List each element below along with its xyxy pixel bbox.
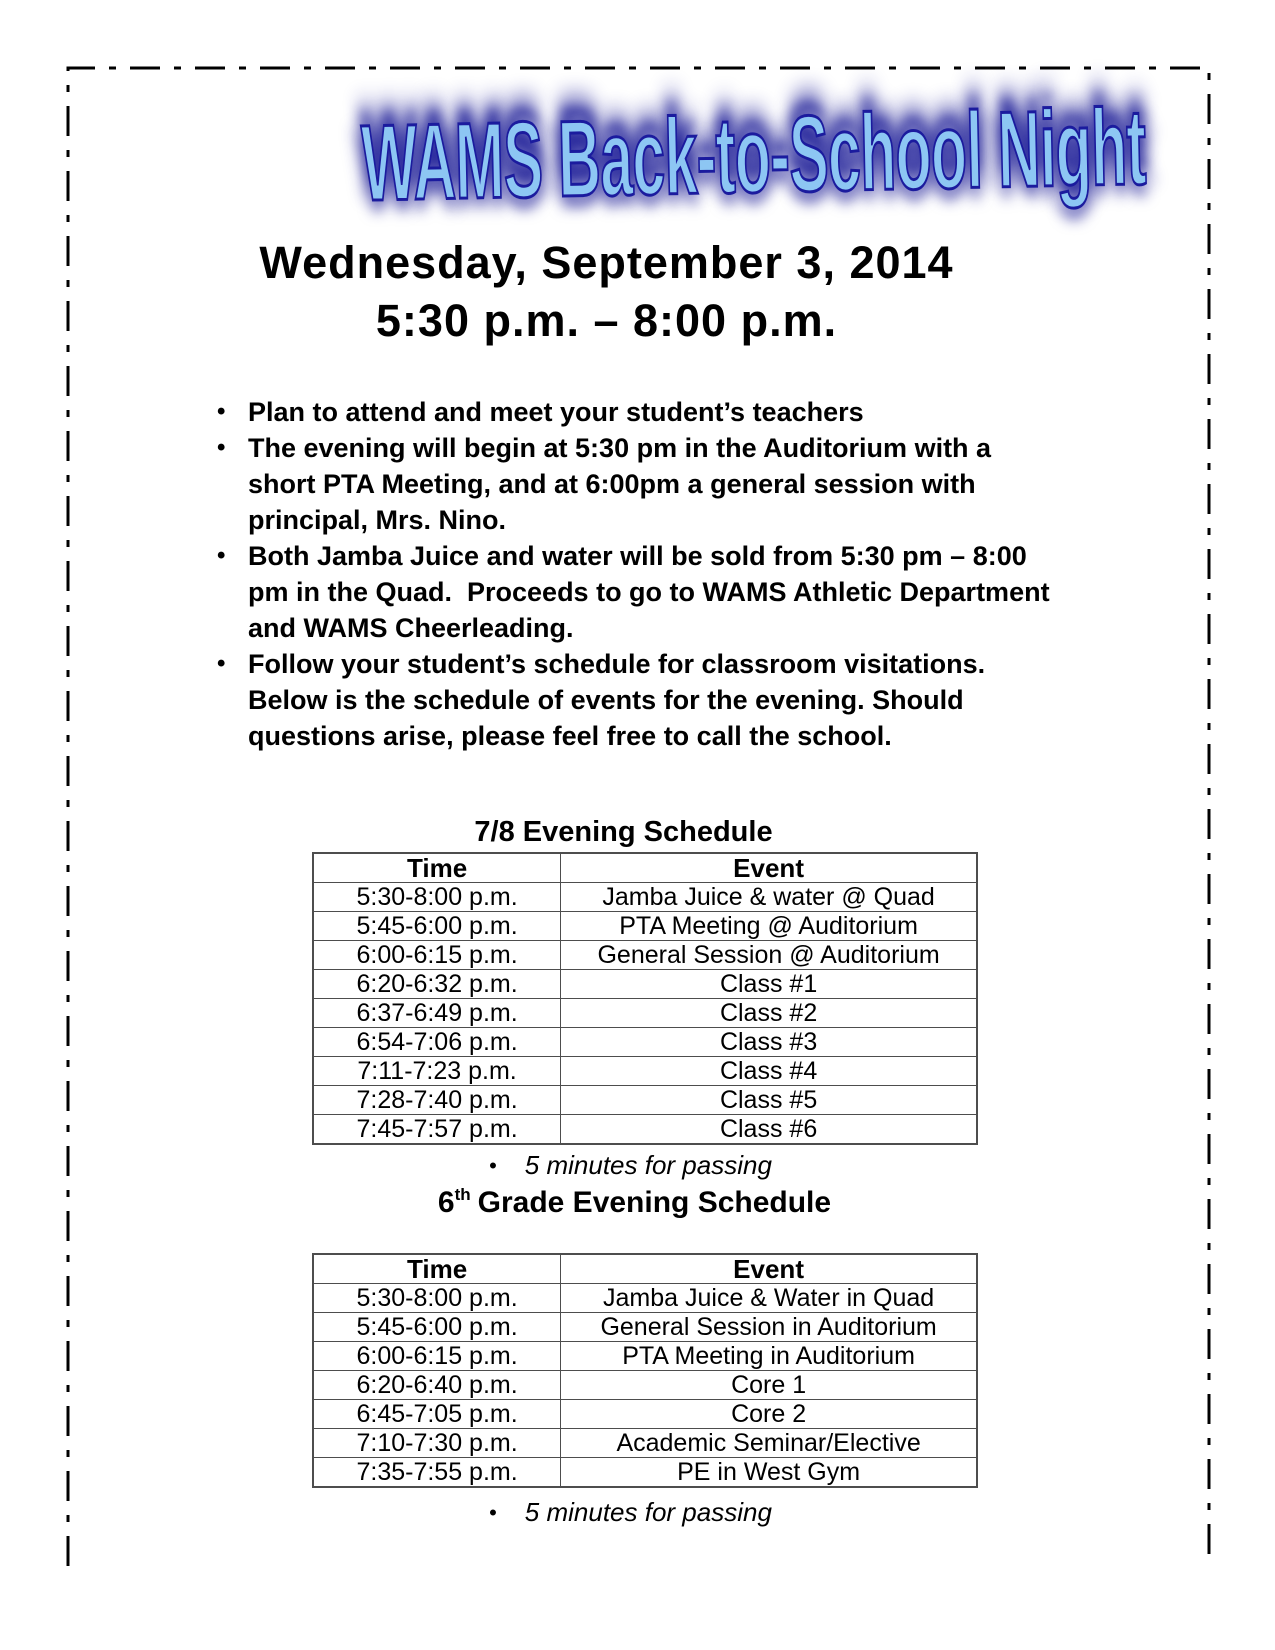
table-row (313, 941, 977, 970)
event-cell: Class #2 (561, 999, 977, 1028)
wordart-title: WAMS Back-to-School Night (360, 85, 1147, 224)
event-cell: Academic Seminar/Elective (561, 1429, 977, 1458)
column-header-event: Event (561, 853, 977, 883)
table-row (313, 1429, 977, 1458)
time-cell: 5:45-6:00 p.m. (313, 912, 561, 941)
table-row (313, 883, 977, 912)
time-cell: 5:30-8:00 p.m. (313, 883, 561, 912)
table-header-row (313, 1254, 977, 1284)
list-item (215, 430, 1060, 538)
bullet-text: Plan to attend and meet your student’s teachers (248, 397, 864, 427)
event-cell: Class #6 (561, 1115, 977, 1145)
time-cell: 6:45-7:05 p.m. (313, 1400, 561, 1429)
schedule-78-title: 7/8 Evening Schedule (474, 816, 773, 848)
column-header-event: Event (561, 1254, 977, 1284)
event-cell: Core 1 (561, 1371, 977, 1400)
table-row (313, 1400, 977, 1429)
time-cell: 6:54-7:06 p.m. (313, 1028, 561, 1057)
bullet-dot: • (489, 1500, 497, 1525)
column-header-time: Time (313, 853, 561, 883)
time-cell: 6:00-6:15 p.m. (313, 1342, 561, 1371)
table-row (313, 1342, 977, 1371)
event-cell: Jamba Juice & water @ Quad (561, 883, 977, 912)
event-time: 5:30 p.m. – 8:00 p.m. (375, 295, 838, 346)
schedule-6-title-rest: Grade Evening Schedule (477, 1186, 832, 1219)
table-row (313, 999, 977, 1028)
event-cell: General Session @ Auditorium (561, 941, 977, 970)
time-cell: 5:30-8:00 p.m. (313, 1284, 561, 1313)
passing-note (0, 1152, 1275, 1179)
time-cell: 7:10-7:30 p.m. (313, 1429, 561, 1458)
schedule-6-title (0, 1185, 1275, 1221)
event-cell: Class #3 (561, 1028, 977, 1057)
time-cell: 7:11-7:23 p.m. (313, 1057, 561, 1086)
table-row (313, 1313, 977, 1342)
event-cell: PTA Meeting @ Auditorium (561, 912, 977, 941)
column-header-time: Time (313, 1254, 561, 1284)
time-cell: 7:28-7:40 p.m. (313, 1086, 561, 1115)
table-row (313, 1086, 977, 1115)
info-bullet-list (215, 394, 1060, 754)
event-cell: Jamba Juice & Water in Quad (561, 1284, 977, 1313)
passing-note-text: 5 minutes for passing (524, 1497, 772, 1527)
event-cell: Class #4 (561, 1057, 977, 1086)
time-cell: 6:37-6:49 p.m. (313, 999, 561, 1028)
table-row (313, 1458, 977, 1488)
schedule-6-title-number: 6 (437, 1186, 455, 1219)
bullet-text: The evening will begin at 5:30 pm in the Auditorium with a short PTA Meeting, and at 6:00pm a general session with principal, Mrs. Nino. (248, 433, 999, 535)
table-row (313, 1028, 977, 1057)
event-cell: Class #5 (561, 1086, 977, 1115)
bullet-text: Follow your student’s schedule for classroom visitations. Below is the schedule of events for the evening. Should questions arise, please feel free to call the school. (248, 649, 993, 751)
table-row (313, 970, 977, 999)
time-cell: 5:45-6:00 p.m. (313, 1313, 561, 1342)
passing-note (0, 1499, 1275, 1526)
time-cell: 6:20-6:32 p.m. (313, 970, 561, 999)
table-header-row (313, 853, 977, 883)
event-cell: PTA Meeting in Auditorium (561, 1342, 977, 1371)
list-item (215, 646, 1060, 754)
schedule-6-title-ordinal: th (454, 1185, 471, 1204)
event-date: Wednesday, September 3, 2014 (259, 237, 954, 288)
table-row (313, 912, 977, 941)
event-cell: General Session in Auditorium (561, 1313, 977, 1342)
table-row (313, 1115, 977, 1145)
time-cell: 6:20-6:40 p.m. (313, 1371, 561, 1400)
time-cell: 7:45-7:57 p.m. (313, 1115, 561, 1145)
list-item (215, 538, 1060, 646)
event-cell: Core 2 (561, 1400, 977, 1429)
bullet-text: Both Jamba Juice and water will be sold from 5:30 pm – 8:00 pm in the Quad. Proceeds to go to WAMS Athletic Department and WAMS Cheerleading. (248, 541, 1058, 643)
time-cell: 6:00-6:15 p.m. (313, 941, 561, 970)
table-row (313, 1284, 977, 1313)
schedule-78-table (312, 852, 978, 1145)
wordart-title-wrap (0, 85, 1275, 224)
bullet-dot: • (489, 1153, 497, 1178)
table-row (313, 1371, 977, 1400)
event-cell: Class #1 (561, 970, 977, 999)
passing-note-text: 5 minutes for passing (524, 1150, 772, 1180)
schedule-6-table (312, 1253, 978, 1488)
event-date-heading (0, 234, 1275, 350)
table-row (313, 1057, 977, 1086)
time-cell: 7:35-7:55 p.m. (313, 1458, 561, 1488)
list-item (215, 394, 1060, 430)
event-cell: PE in West Gym (561, 1458, 977, 1488)
